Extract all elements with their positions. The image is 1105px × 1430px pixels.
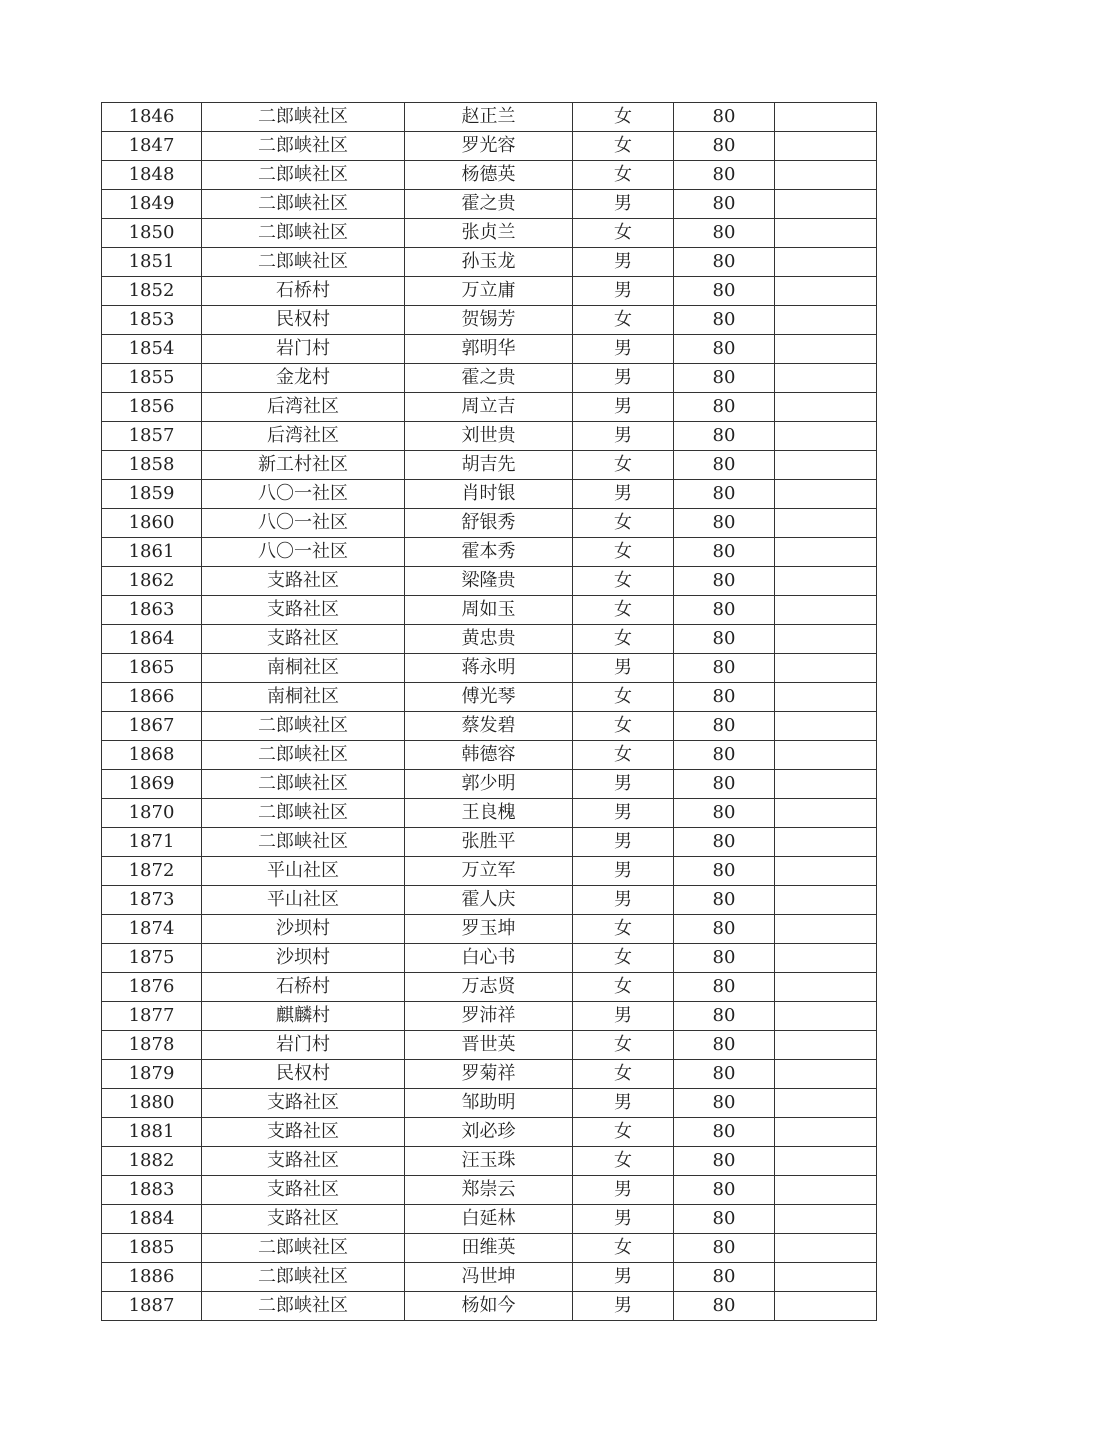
cell-age: 80 bbox=[674, 944, 775, 973]
cell-remark bbox=[775, 567, 877, 596]
cell-remark bbox=[775, 306, 877, 335]
cell-gender: 女 bbox=[573, 973, 674, 1002]
cell-community: 二郎峡社区 bbox=[202, 161, 405, 190]
cell-remark bbox=[775, 770, 877, 799]
cell-serial-number: 1868 bbox=[102, 741, 202, 770]
cell-remark bbox=[775, 364, 877, 393]
cell-serial-number: 1884 bbox=[102, 1205, 202, 1234]
cell-remark bbox=[775, 277, 877, 306]
cell-age: 80 bbox=[674, 103, 775, 132]
cell-remark bbox=[775, 1089, 877, 1118]
cell-person-name: 韩德容 bbox=[405, 741, 573, 770]
cell-community: 麒麟村 bbox=[202, 1002, 405, 1031]
cell-gender: 女 bbox=[573, 567, 674, 596]
cell-person-name: 周立吉 bbox=[405, 393, 573, 422]
table-row bbox=[102, 973, 877, 1002]
cell-remark bbox=[775, 683, 877, 712]
cell-serial-number: 1858 bbox=[102, 451, 202, 480]
cell-age: 80 bbox=[674, 306, 775, 335]
cell-person-name: 万立庸 bbox=[405, 277, 573, 306]
cell-age: 80 bbox=[674, 1263, 775, 1292]
cell-age: 80 bbox=[674, 335, 775, 364]
cell-community: 支路社区 bbox=[202, 1176, 405, 1205]
cell-person-name: 罗沛祥 bbox=[405, 1002, 573, 1031]
cell-community: 二郎峡社区 bbox=[202, 799, 405, 828]
cell-serial-number: 1864 bbox=[102, 625, 202, 654]
cell-gender: 男 bbox=[573, 886, 674, 915]
cell-gender: 男 bbox=[573, 277, 674, 306]
cell-age: 80 bbox=[674, 393, 775, 422]
cell-remark bbox=[775, 190, 877, 219]
cell-remark bbox=[775, 1292, 877, 1321]
cell-person-name: 邹助明 bbox=[405, 1089, 573, 1118]
cell-community: 二郎峡社区 bbox=[202, 770, 405, 799]
cell-serial-number: 1850 bbox=[102, 219, 202, 248]
cell-remark bbox=[775, 1205, 877, 1234]
cell-age: 80 bbox=[674, 915, 775, 944]
table-row bbox=[102, 132, 877, 161]
cell-gender: 女 bbox=[573, 625, 674, 654]
cell-person-name: 霍人庆 bbox=[405, 886, 573, 915]
table-row bbox=[102, 770, 877, 799]
cell-gender: 女 bbox=[573, 712, 674, 741]
cell-community: 金龙村 bbox=[202, 364, 405, 393]
cell-age: 80 bbox=[674, 596, 775, 625]
cell-person-name: 杨如今 bbox=[405, 1292, 573, 1321]
cell-gender: 男 bbox=[573, 1176, 674, 1205]
cell-person-name: 傅光琴 bbox=[405, 683, 573, 712]
cell-serial-number: 1869 bbox=[102, 770, 202, 799]
table-row bbox=[102, 219, 877, 248]
table-row bbox=[102, 161, 877, 190]
cell-community: 八〇一社区 bbox=[202, 480, 405, 509]
cell-age: 80 bbox=[674, 625, 775, 654]
table-row bbox=[102, 886, 877, 915]
cell-person-name: 郭少明 bbox=[405, 770, 573, 799]
cell-gender: 男 bbox=[573, 857, 674, 886]
cell-community: 二郎峡社区 bbox=[202, 219, 405, 248]
cell-community: 八〇一社区 bbox=[202, 509, 405, 538]
cell-person-name: 刘世贵 bbox=[405, 422, 573, 451]
table-row bbox=[102, 683, 877, 712]
table-row bbox=[102, 741, 877, 770]
cell-remark bbox=[775, 1263, 877, 1292]
cell-serial-number: 1857 bbox=[102, 422, 202, 451]
cell-serial-number: 1881 bbox=[102, 1118, 202, 1147]
cell-person-name: 刘必珍 bbox=[405, 1118, 573, 1147]
cell-person-name: 梁隆贵 bbox=[405, 567, 573, 596]
cell-gender: 女 bbox=[573, 596, 674, 625]
cell-serial-number: 1867 bbox=[102, 712, 202, 741]
cell-serial-number: 1854 bbox=[102, 335, 202, 364]
cell-community: 支路社区 bbox=[202, 596, 405, 625]
table-row bbox=[102, 538, 877, 567]
table-row bbox=[102, 1031, 877, 1060]
table-row bbox=[102, 944, 877, 973]
cell-community: 支路社区 bbox=[202, 567, 405, 596]
cell-age: 80 bbox=[674, 538, 775, 567]
cell-serial-number: 1860 bbox=[102, 509, 202, 538]
cell-serial-number: 1874 bbox=[102, 915, 202, 944]
cell-person-name: 张贞兰 bbox=[405, 219, 573, 248]
cell-community: 新工村社区 bbox=[202, 451, 405, 480]
table-row bbox=[102, 596, 877, 625]
cell-community: 南桐社区 bbox=[202, 683, 405, 712]
cell-remark bbox=[775, 915, 877, 944]
cell-remark bbox=[775, 1118, 877, 1147]
cell-age: 80 bbox=[674, 973, 775, 1002]
cell-person-name: 贺锡芳 bbox=[405, 306, 573, 335]
table-row bbox=[102, 1118, 877, 1147]
cell-age: 80 bbox=[674, 770, 775, 799]
table-row bbox=[102, 799, 877, 828]
cell-serial-number: 1879 bbox=[102, 1060, 202, 1089]
roster-table bbox=[101, 102, 877, 1321]
cell-person-name: 白延林 bbox=[405, 1205, 573, 1234]
cell-age: 80 bbox=[674, 828, 775, 857]
cell-serial-number: 1847 bbox=[102, 132, 202, 161]
cell-person-name: 王良槐 bbox=[405, 799, 573, 828]
cell-person-name: 杨德英 bbox=[405, 161, 573, 190]
cell-person-name: 霍本秀 bbox=[405, 538, 573, 567]
cell-serial-number: 1855 bbox=[102, 364, 202, 393]
cell-serial-number: 1870 bbox=[102, 799, 202, 828]
cell-serial-number: 1878 bbox=[102, 1031, 202, 1060]
cell-person-name: 周如玉 bbox=[405, 596, 573, 625]
table-row bbox=[102, 480, 877, 509]
cell-serial-number: 1882 bbox=[102, 1147, 202, 1176]
cell-gender: 女 bbox=[573, 306, 674, 335]
table-row bbox=[102, 712, 877, 741]
cell-age: 80 bbox=[674, 654, 775, 683]
table-row bbox=[102, 915, 877, 944]
cell-gender: 女 bbox=[573, 1060, 674, 1089]
table-row bbox=[102, 1002, 877, 1031]
cell-gender: 男 bbox=[573, 393, 674, 422]
cell-person-name: 万志贤 bbox=[405, 973, 573, 1002]
cell-community: 支路社区 bbox=[202, 1147, 405, 1176]
cell-gender: 男 bbox=[573, 828, 674, 857]
table-row bbox=[102, 364, 877, 393]
cell-age: 80 bbox=[674, 480, 775, 509]
cell-serial-number: 1846 bbox=[102, 103, 202, 132]
cell-community: 二郎峡社区 bbox=[202, 132, 405, 161]
cell-remark bbox=[775, 712, 877, 741]
cell-remark bbox=[775, 509, 877, 538]
table-row bbox=[102, 828, 877, 857]
cell-community: 后湾社区 bbox=[202, 393, 405, 422]
cell-gender: 男 bbox=[573, 1089, 674, 1118]
cell-community: 石桥村 bbox=[202, 277, 405, 306]
cell-gender: 女 bbox=[573, 103, 674, 132]
cell-community: 支路社区 bbox=[202, 1205, 405, 1234]
cell-gender: 男 bbox=[573, 480, 674, 509]
cell-remark bbox=[775, 799, 877, 828]
table-row bbox=[102, 1205, 877, 1234]
cell-remark bbox=[775, 538, 877, 567]
cell-remark bbox=[775, 944, 877, 973]
cell-remark bbox=[775, 480, 877, 509]
cell-person-name: 黄忠贵 bbox=[405, 625, 573, 654]
cell-gender: 女 bbox=[573, 509, 674, 538]
cell-community: 支路社区 bbox=[202, 1089, 405, 1118]
cell-age: 80 bbox=[674, 1089, 775, 1118]
cell-serial-number: 1851 bbox=[102, 248, 202, 277]
table-row bbox=[102, 509, 877, 538]
cell-remark bbox=[775, 132, 877, 161]
cell-community: 二郎峡社区 bbox=[202, 248, 405, 277]
cell-serial-number: 1875 bbox=[102, 944, 202, 973]
cell-age: 80 bbox=[674, 857, 775, 886]
cell-community: 二郎峡社区 bbox=[202, 1292, 405, 1321]
cell-person-name: 白心书 bbox=[405, 944, 573, 973]
cell-gender: 男 bbox=[573, 1263, 674, 1292]
cell-person-name: 郭明华 bbox=[405, 335, 573, 364]
cell-remark bbox=[775, 654, 877, 683]
cell-person-name: 罗光容 bbox=[405, 132, 573, 161]
cell-serial-number: 1880 bbox=[102, 1089, 202, 1118]
cell-age: 80 bbox=[674, 886, 775, 915]
cell-community: 二郎峡社区 bbox=[202, 828, 405, 857]
cell-gender: 女 bbox=[573, 741, 674, 770]
cell-gender: 女 bbox=[573, 915, 674, 944]
cell-age: 80 bbox=[674, 1118, 775, 1147]
cell-age: 80 bbox=[674, 1147, 775, 1176]
cell-age: 80 bbox=[674, 219, 775, 248]
table-row bbox=[102, 1176, 877, 1205]
cell-serial-number: 1865 bbox=[102, 654, 202, 683]
cell-community: 平山社区 bbox=[202, 857, 405, 886]
cell-serial-number: 1852 bbox=[102, 277, 202, 306]
table-row bbox=[102, 103, 877, 132]
table-row bbox=[102, 393, 877, 422]
cell-age: 80 bbox=[674, 277, 775, 306]
cell-person-name: 罗玉坤 bbox=[405, 915, 573, 944]
cell-gender: 女 bbox=[573, 1031, 674, 1060]
cell-serial-number: 1866 bbox=[102, 683, 202, 712]
cell-serial-number: 1871 bbox=[102, 828, 202, 857]
table-row bbox=[102, 857, 877, 886]
cell-gender: 男 bbox=[573, 422, 674, 451]
cell-serial-number: 1856 bbox=[102, 393, 202, 422]
cell-community: 二郎峡社区 bbox=[202, 103, 405, 132]
cell-age: 80 bbox=[674, 741, 775, 770]
cell-community: 平山社区 bbox=[202, 886, 405, 915]
table-row bbox=[102, 451, 877, 480]
cell-person-name: 郑崇云 bbox=[405, 1176, 573, 1205]
table-row bbox=[102, 190, 877, 219]
cell-remark bbox=[775, 393, 877, 422]
cell-gender: 女 bbox=[573, 132, 674, 161]
table-row bbox=[102, 335, 877, 364]
cell-gender: 男 bbox=[573, 654, 674, 683]
table-row bbox=[102, 567, 877, 596]
cell-person-name: 汪玉珠 bbox=[405, 1147, 573, 1176]
cell-serial-number: 1848 bbox=[102, 161, 202, 190]
cell-age: 80 bbox=[674, 422, 775, 451]
table-row bbox=[102, 306, 877, 335]
cell-person-name: 晋世英 bbox=[405, 1031, 573, 1060]
cell-community: 二郎峡社区 bbox=[202, 741, 405, 770]
cell-serial-number: 1862 bbox=[102, 567, 202, 596]
cell-person-name: 冯世坤 bbox=[405, 1263, 573, 1292]
cell-remark bbox=[775, 103, 877, 132]
table-row bbox=[102, 1292, 877, 1321]
cell-person-name: 胡吉先 bbox=[405, 451, 573, 480]
cell-serial-number: 1853 bbox=[102, 306, 202, 335]
cell-remark bbox=[775, 741, 877, 770]
cell-community: 二郎峡社区 bbox=[202, 1234, 405, 1263]
cell-remark bbox=[775, 1031, 877, 1060]
cell-gender: 女 bbox=[573, 219, 674, 248]
cell-person-name: 田维英 bbox=[405, 1234, 573, 1263]
cell-community: 八〇一社区 bbox=[202, 538, 405, 567]
cell-remark bbox=[775, 828, 877, 857]
cell-gender: 男 bbox=[573, 1002, 674, 1031]
cell-community: 二郎峡社区 bbox=[202, 1263, 405, 1292]
cell-gender: 女 bbox=[573, 1118, 674, 1147]
cell-remark bbox=[775, 248, 877, 277]
cell-person-name: 蒋永明 bbox=[405, 654, 573, 683]
cell-age: 80 bbox=[674, 248, 775, 277]
cell-gender: 女 bbox=[573, 451, 674, 480]
cell-serial-number: 1849 bbox=[102, 190, 202, 219]
cell-remark bbox=[775, 973, 877, 1002]
cell-gender: 女 bbox=[573, 1234, 674, 1263]
table-row bbox=[102, 1147, 877, 1176]
cell-age: 80 bbox=[674, 567, 775, 596]
cell-community: 民权村 bbox=[202, 306, 405, 335]
cell-serial-number: 1859 bbox=[102, 480, 202, 509]
table-row bbox=[102, 1060, 877, 1089]
cell-gender: 男 bbox=[573, 190, 674, 219]
cell-person-name: 霍之贵 bbox=[405, 364, 573, 393]
cell-gender: 男 bbox=[573, 364, 674, 393]
table-row bbox=[102, 625, 877, 654]
cell-remark bbox=[775, 1234, 877, 1263]
cell-community: 岩门村 bbox=[202, 1031, 405, 1060]
cell-person-name: 舒银秀 bbox=[405, 509, 573, 538]
cell-serial-number: 1883 bbox=[102, 1176, 202, 1205]
cell-age: 80 bbox=[674, 132, 775, 161]
cell-age: 80 bbox=[674, 451, 775, 480]
cell-person-name: 万立军 bbox=[405, 857, 573, 886]
cell-gender: 女 bbox=[573, 944, 674, 973]
cell-community: 民权村 bbox=[202, 1060, 405, 1089]
cell-gender: 男 bbox=[573, 248, 674, 277]
cell-gender: 男 bbox=[573, 1205, 674, 1234]
cell-remark bbox=[775, 1002, 877, 1031]
table-row bbox=[102, 1234, 877, 1263]
table-row bbox=[102, 1089, 877, 1118]
cell-remark bbox=[775, 422, 877, 451]
cell-age: 80 bbox=[674, 161, 775, 190]
cell-age: 80 bbox=[674, 1060, 775, 1089]
cell-person-name: 孙玉龙 bbox=[405, 248, 573, 277]
cell-gender: 男 bbox=[573, 770, 674, 799]
cell-age: 80 bbox=[674, 1002, 775, 1031]
cell-remark bbox=[775, 625, 877, 654]
table-row bbox=[102, 654, 877, 683]
table-row bbox=[102, 277, 877, 306]
cell-serial-number: 1887 bbox=[102, 1292, 202, 1321]
cell-age: 80 bbox=[674, 799, 775, 828]
cell-community: 支路社区 bbox=[202, 1118, 405, 1147]
table-row bbox=[102, 1263, 877, 1292]
cell-community: 沙坝村 bbox=[202, 915, 405, 944]
cell-person-name: 赵正兰 bbox=[405, 103, 573, 132]
cell-age: 80 bbox=[674, 1031, 775, 1060]
cell-community: 二郎峡社区 bbox=[202, 712, 405, 741]
cell-gender: 男 bbox=[573, 335, 674, 364]
table-row bbox=[102, 422, 877, 451]
cell-remark bbox=[775, 451, 877, 480]
cell-community: 沙坝村 bbox=[202, 944, 405, 973]
cell-age: 80 bbox=[674, 1205, 775, 1234]
roster-table-body bbox=[102, 103, 877, 1321]
cell-gender: 女 bbox=[573, 538, 674, 567]
cell-age: 80 bbox=[674, 509, 775, 538]
cell-age: 80 bbox=[674, 190, 775, 219]
cell-serial-number: 1863 bbox=[102, 596, 202, 625]
cell-age: 80 bbox=[674, 1234, 775, 1263]
cell-age: 80 bbox=[674, 683, 775, 712]
cell-age: 80 bbox=[674, 1292, 775, 1321]
cell-serial-number: 1876 bbox=[102, 973, 202, 1002]
cell-person-name: 罗菊祥 bbox=[405, 1060, 573, 1089]
cell-remark bbox=[775, 857, 877, 886]
cell-serial-number: 1872 bbox=[102, 857, 202, 886]
cell-community: 南桐社区 bbox=[202, 654, 405, 683]
cell-person-name: 张胜平 bbox=[405, 828, 573, 857]
cell-community: 支路社区 bbox=[202, 625, 405, 654]
cell-remark bbox=[775, 1176, 877, 1205]
cell-remark bbox=[775, 161, 877, 190]
cell-serial-number: 1877 bbox=[102, 1002, 202, 1031]
cell-person-name: 肖时银 bbox=[405, 480, 573, 509]
cell-remark bbox=[775, 335, 877, 364]
cell-community: 后湾社区 bbox=[202, 422, 405, 451]
cell-community: 二郎峡社区 bbox=[202, 190, 405, 219]
cell-gender: 女 bbox=[573, 161, 674, 190]
cell-gender: 女 bbox=[573, 683, 674, 712]
cell-serial-number: 1885 bbox=[102, 1234, 202, 1263]
table-row bbox=[102, 248, 877, 277]
cell-remark bbox=[775, 596, 877, 625]
cell-remark bbox=[775, 886, 877, 915]
cell-remark bbox=[775, 1060, 877, 1089]
cell-remark bbox=[775, 219, 877, 248]
cell-age: 80 bbox=[674, 364, 775, 393]
cell-gender: 男 bbox=[573, 799, 674, 828]
cell-remark bbox=[775, 1147, 877, 1176]
cell-person-name: 霍之贵 bbox=[405, 190, 573, 219]
cell-serial-number: 1886 bbox=[102, 1263, 202, 1292]
cell-age: 80 bbox=[674, 712, 775, 741]
cell-serial-number: 1873 bbox=[102, 886, 202, 915]
cell-gender: 男 bbox=[573, 1292, 674, 1321]
cell-community: 石桥村 bbox=[202, 973, 405, 1002]
cell-gender: 女 bbox=[573, 1147, 674, 1176]
cell-person-name: 蔡发碧 bbox=[405, 712, 573, 741]
cell-serial-number: 1861 bbox=[102, 538, 202, 567]
cell-community: 岩门村 bbox=[202, 335, 405, 364]
cell-age: 80 bbox=[674, 1176, 775, 1205]
